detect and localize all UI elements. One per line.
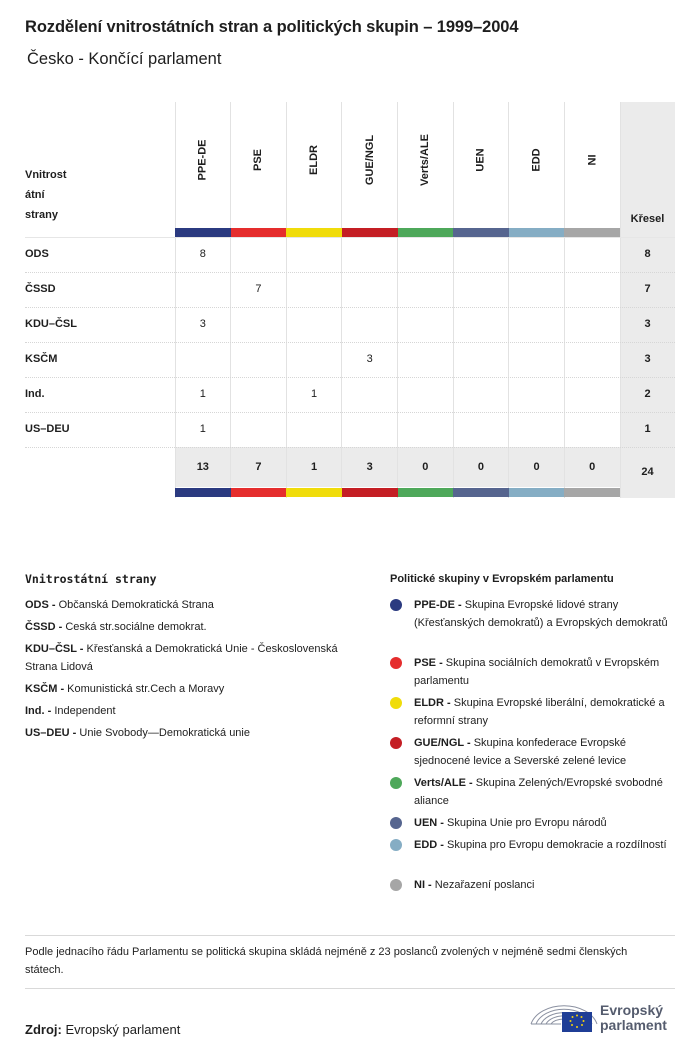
group-full-name: Skupina Evropské lidové strany (Křesťanských demokratů) a Evropských demokratů bbox=[414, 599, 668, 629]
column-divider bbox=[453, 102, 454, 498]
column-divider bbox=[397, 102, 398, 498]
group-header bbox=[248, 105, 268, 215]
seats-header: Křesel bbox=[630, 213, 665, 225]
logo-line: parlament bbox=[600, 1017, 667, 1033]
group-full-name: Skupina pro Evropu demokracie a rozdílností bbox=[447, 839, 667, 851]
party-full-name: Independent bbox=[54, 705, 116, 717]
column-divider bbox=[620, 102, 621, 498]
row-header-line: átní bbox=[25, 189, 45, 201]
group-legend-text bbox=[414, 814, 669, 832]
page-title: Rozdělení vnitrostátních stran a politických skupin – 1999–2004 bbox=[25, 18, 519, 36]
group-legend-text bbox=[414, 876, 669, 894]
group-header bbox=[193, 105, 213, 215]
group-abbr: EDD - bbox=[414, 839, 447, 851]
row-separator bbox=[25, 377, 675, 378]
group-color-bar bbox=[564, 228, 620, 237]
party-name: Ind. bbox=[25, 388, 45, 400]
group-legend-text bbox=[414, 774, 669, 810]
group-full-name: Skupina Unie pro Evropu národů bbox=[447, 817, 607, 829]
footnote: Podle jednacího řádu Parlamentu se politická skupina skládá nejméně z 23 poslanců zvolených v nejméně sedmi členských státech. bbox=[25, 946, 628, 976]
party-abbr: ČSSD - bbox=[25, 621, 66, 633]
party-name: ODS bbox=[25, 248, 49, 260]
party-abbr: ODS - bbox=[25, 599, 59, 611]
group-total: 0 bbox=[422, 461, 429, 473]
source-value: Evropský parlament bbox=[65, 1022, 181, 1037]
party-seats: 8 bbox=[644, 248, 651, 260]
group-header-label: ELDR bbox=[308, 145, 321, 175]
group-legend-text bbox=[414, 694, 669, 730]
group-header-label: GUE/NGL bbox=[363, 134, 376, 186]
column-divider bbox=[508, 102, 509, 498]
group-header bbox=[527, 105, 547, 215]
logo-line: Evropský bbox=[600, 1002, 664, 1018]
group-header-label: PPE-DE bbox=[196, 139, 209, 181]
party-full-name: Unie Svobody—Demokratická unie bbox=[79, 727, 250, 739]
page-subtitle: Česko - Končící parlament bbox=[27, 50, 222, 68]
divider bbox=[25, 988, 675, 989]
group-legend-text bbox=[414, 836, 669, 854]
group-color-dot bbox=[390, 879, 402, 891]
group-header-label: Verts/ALE bbox=[419, 134, 432, 186]
seat-value: 3 bbox=[199, 318, 206, 330]
party-name: KDU–ČSL bbox=[25, 318, 77, 330]
group-color-bar bbox=[509, 228, 565, 237]
divider bbox=[25, 935, 675, 936]
group-color-bar bbox=[175, 488, 231, 497]
group-legend-text bbox=[414, 596, 669, 632]
party-abbr: Ind. - bbox=[25, 705, 55, 717]
group-header bbox=[304, 105, 324, 215]
party-seats: 2 bbox=[644, 388, 651, 400]
group-total: 0 bbox=[477, 461, 484, 473]
group-color-dot bbox=[390, 839, 402, 851]
party-abbr: KDU–ČSL - bbox=[25, 643, 87, 655]
group-abbr: Verts/ALE - bbox=[414, 777, 476, 789]
row-separator bbox=[25, 307, 675, 308]
column-divider bbox=[341, 102, 342, 498]
party-name: US–DEU bbox=[25, 423, 70, 435]
group-header bbox=[582, 105, 602, 215]
seat-value: 1 bbox=[199, 423, 206, 435]
grand-total: 24 bbox=[641, 466, 654, 478]
group-color-bar bbox=[453, 488, 509, 497]
group-legend-text bbox=[414, 734, 669, 770]
group-color-bar bbox=[231, 488, 287, 497]
party-full-name: Ceská str.sociálne demokrat. bbox=[65, 621, 207, 633]
group-header-label: PSE bbox=[252, 148, 265, 172]
group-color-bar bbox=[453, 228, 509, 237]
group-total: 7 bbox=[255, 461, 262, 473]
group-total: 3 bbox=[366, 461, 373, 473]
party-seats: 3 bbox=[644, 353, 651, 365]
group-full-name: Nezařazení poslanci bbox=[434, 879, 535, 891]
group-abbr: ELDR - bbox=[414, 697, 454, 709]
national-party-item bbox=[25, 702, 365, 720]
group-color-dot bbox=[390, 817, 402, 829]
group-header-label: UEN bbox=[474, 148, 487, 172]
party-seats: 7 bbox=[644, 283, 651, 295]
party-full-name: Komunistická str.Cech a Moravy bbox=[67, 683, 225, 695]
seat-value: 3 bbox=[366, 353, 373, 365]
seat-value: 1 bbox=[311, 388, 318, 400]
national-party-item bbox=[25, 680, 365, 698]
logo-text bbox=[600, 1003, 667, 1033]
group-color-dot bbox=[390, 777, 402, 789]
column-divider bbox=[286, 102, 287, 498]
group-header bbox=[415, 105, 435, 215]
group-total: 1 bbox=[311, 461, 318, 473]
group-color-bar bbox=[509, 488, 565, 497]
group-full-name: Skupina konfederace Evropské sjednocené levice a Severské zelené levice bbox=[414, 737, 627, 767]
group-color-bar bbox=[342, 488, 398, 497]
group-header-label: EDD bbox=[530, 148, 543, 172]
group-total: 0 bbox=[589, 461, 596, 473]
group-color-dot bbox=[390, 697, 402, 709]
party-abbr: US–DEU - bbox=[25, 727, 80, 739]
row-separator bbox=[25, 412, 675, 413]
row-separator bbox=[25, 272, 675, 273]
column-divider bbox=[564, 102, 565, 498]
group-color-bar bbox=[286, 488, 342, 497]
group-color-dot bbox=[390, 657, 402, 669]
row-header-line: Vnitrost bbox=[25, 169, 67, 181]
group-full-name: Skupina Evropské liberální, demokratické a reformní strany bbox=[414, 697, 665, 727]
group-total: 13 bbox=[196, 461, 209, 473]
group-color-bar bbox=[286, 228, 342, 237]
group-color-dot bbox=[390, 599, 402, 611]
group-header bbox=[360, 105, 380, 215]
party-name: ČSSD bbox=[25, 283, 56, 295]
group-abbr: NI - bbox=[414, 879, 435, 891]
party-full-name: Občanská Demokratická Strana bbox=[58, 599, 214, 611]
group-header bbox=[471, 105, 491, 215]
party-full-name: Křesťanská a Demokratická Unie - Československá Strana Lidová bbox=[25, 643, 338, 673]
group-abbr: PPE-DE - bbox=[414, 599, 465, 611]
seat-value: 7 bbox=[255, 283, 262, 295]
group-header-label: NI bbox=[586, 154, 599, 166]
source bbox=[25, 1022, 180, 1037]
group-legend-title: Politické skupiny v Evropském parlamentu bbox=[390, 573, 614, 585]
group-color-bar bbox=[175, 228, 231, 237]
seat-value: 1 bbox=[199, 388, 206, 400]
group-full-name: Skupina Zelených/Evropské svobodné aliance bbox=[414, 777, 663, 807]
group-legend-text bbox=[414, 654, 669, 690]
distribution-table bbox=[0, 0, 700, 500]
national-legend-title: Vnitrostátní strany bbox=[25, 572, 157, 586]
group-abbr: UEN - bbox=[414, 817, 447, 829]
row-header bbox=[25, 165, 85, 225]
group-color-bar bbox=[398, 228, 454, 237]
seat-value: 8 bbox=[199, 248, 206, 260]
column-divider bbox=[230, 102, 231, 498]
group-color-dot bbox=[390, 737, 402, 749]
column-divider bbox=[175, 102, 176, 498]
seats-column-bg bbox=[620, 102, 675, 498]
group-color-bar bbox=[342, 228, 398, 237]
party-seats: 1 bbox=[644, 423, 651, 435]
party-name: KSČM bbox=[25, 353, 58, 365]
row-separator bbox=[25, 447, 675, 448]
group-full-name: Skupina sociálních demokratů v Evropském parlamentu bbox=[414, 657, 660, 687]
group-color-bar bbox=[564, 488, 620, 497]
national-party-item bbox=[25, 596, 365, 614]
group-color-bar bbox=[398, 488, 454, 497]
national-party-item bbox=[25, 724, 365, 742]
group-total: 0 bbox=[533, 461, 540, 473]
party-seats: 3 bbox=[644, 318, 651, 330]
group-abbr: GUE/NGL - bbox=[414, 737, 474, 749]
national-party-item bbox=[25, 618, 365, 636]
party-abbr: KSČM - bbox=[25, 683, 68, 695]
group-abbr: PSE - bbox=[414, 657, 446, 669]
national-party-item bbox=[25, 640, 365, 676]
group-color-bar bbox=[231, 228, 287, 237]
row-separator bbox=[25, 342, 675, 343]
table-header-line bbox=[25, 237, 675, 238]
source-label: Zdroj: bbox=[25, 1022, 62, 1037]
row-header-line: strany bbox=[25, 209, 59, 221]
